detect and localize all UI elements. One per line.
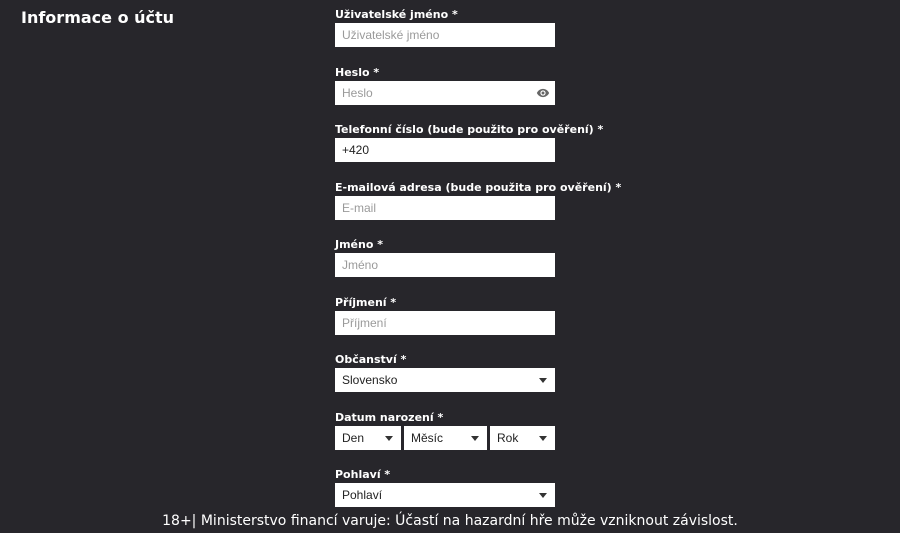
gender-label: Pohlaví * xyxy=(335,468,391,481)
birth-day-select[interactable] xyxy=(335,426,401,450)
gender-field-group xyxy=(335,468,555,507)
username-label: Uživatelské jméno * xyxy=(335,8,458,21)
section-title: Informace o účtu xyxy=(21,8,175,27)
citizenship-field-group xyxy=(335,353,555,392)
username-input[interactable] xyxy=(335,23,555,47)
last-name-input[interactable] xyxy=(335,311,555,335)
chevron-down-icon xyxy=(471,436,479,441)
birth-month-value: Měsíc xyxy=(411,431,444,445)
citizenship-select[interactable] xyxy=(335,368,555,392)
citizenship-label: Občanství * xyxy=(335,353,407,366)
password-field-group xyxy=(335,66,555,105)
phone-field-group xyxy=(335,123,604,162)
birth-month-select[interactable] xyxy=(404,426,487,450)
last-name-label: Příjmení * xyxy=(335,296,397,309)
chevron-down-icon xyxy=(539,493,547,498)
chevron-down-icon xyxy=(385,436,393,441)
birth-date-label: Datum narození * xyxy=(335,411,444,424)
email-label: E-mailová adresa (bude použita pro ověření) * xyxy=(335,181,622,194)
citizenship-selected-value: Slovensko xyxy=(342,373,398,387)
phone-label: Telefonní číslo (bude použito pro ověření) * xyxy=(335,123,604,136)
email-field-group xyxy=(335,181,622,220)
username-field-group xyxy=(335,8,555,47)
first-name-input[interactable] xyxy=(335,253,555,277)
birth-day-value: Den xyxy=(342,431,365,445)
first-name-field-group xyxy=(335,238,555,277)
eye-icon[interactable] xyxy=(536,86,550,100)
birth-date-field-group xyxy=(335,411,555,450)
password-label: Heslo * xyxy=(335,66,380,79)
first-name-label: Jméno * xyxy=(335,238,383,251)
last-name-field-group xyxy=(335,296,555,335)
password-input[interactable] xyxy=(335,81,555,105)
chevron-down-icon xyxy=(539,378,547,383)
birth-year-select[interactable] xyxy=(490,426,555,450)
gender-select[interactable] xyxy=(335,483,555,507)
phone-input[interactable] xyxy=(335,138,555,162)
birth-year-value: Rok xyxy=(497,431,519,445)
gender-selected-value: Pohlaví xyxy=(342,488,383,502)
email-input[interactable] xyxy=(335,196,555,220)
chevron-down-icon xyxy=(539,436,547,441)
gambling-warning-footer: 18+| Ministerstvo financí varuje: Účastí na hazardní hře může vzniknout závislost. xyxy=(162,513,738,529)
